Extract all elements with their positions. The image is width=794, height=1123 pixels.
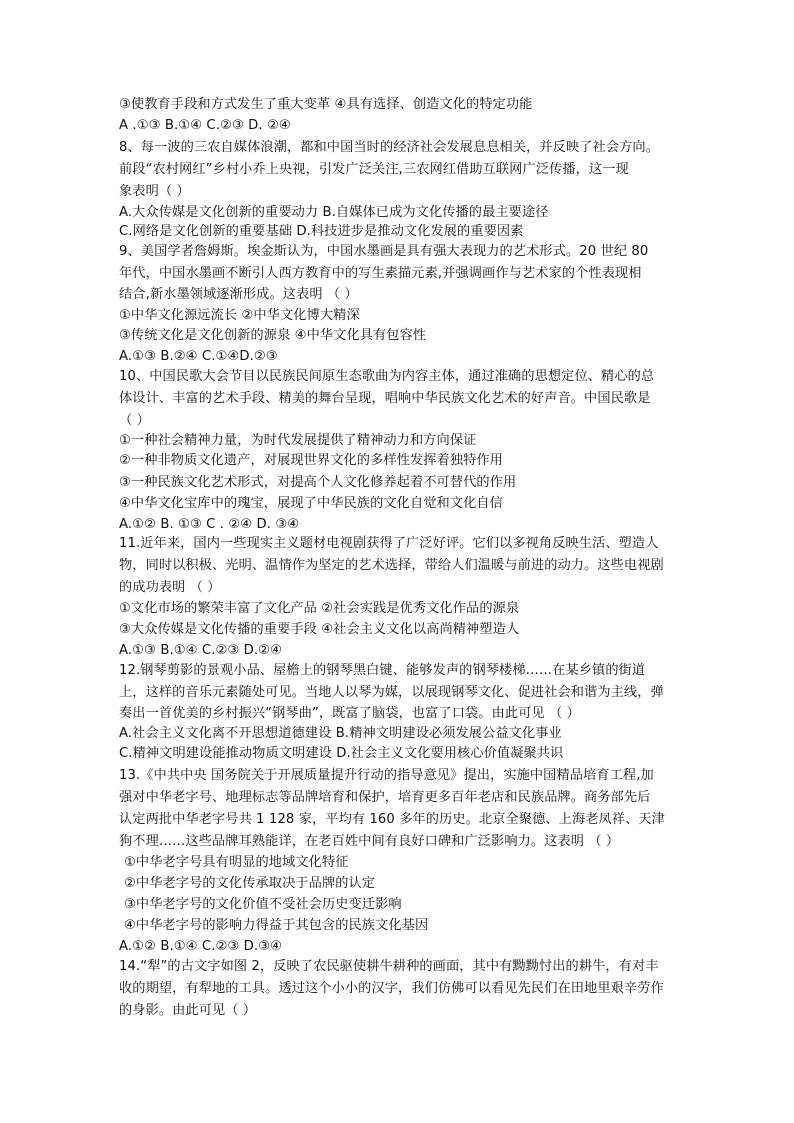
question-13-stem: 强对中华老字号、地理标志等品牌培育和保护，培育更多百年老店和民族品牌。商务部先后 <box>119 790 651 805</box>
question-11-stem: 的成功表明 （ ） <box>119 580 221 595</box>
question-8-stem: 8、每一波的三农自媒体浪潮，都和中国当时的经济社会发展息息相关，并反映了社会方向。 <box>119 140 659 155</box>
question-13-option: ②中华老字号的文化传承取决于品牌的认定 <box>124 876 376 891</box>
question-10-option: ①一种社会精神力量，为时代发展提供了精神动力和方向保证 <box>119 433 477 448</box>
question-12-stem: 上，这样的音乐元素随处可见。当地人以琴为媒，以展现钢琴文化、促进社会和谐为主线，弹 <box>119 685 664 700</box>
question-10-stem: 10、中国民歌大会节目以民族民间原生态歌曲为内容主体，通过准确的思想定位、精心的总 <box>119 369 655 384</box>
question-11-option: ①文化市场的繁荣丰富了文化产品 ②社会实践是优秀文化作品的源泉 <box>119 601 520 616</box>
question-8-stem: 象表明（ ） <box>119 184 190 199</box>
question-9-stem: 结合,新水墨领域逐渐形成。这表明 （ ） <box>119 287 358 302</box>
question-13-option: ③中华老字号的文化价值不受社会历史变迁影响 <box>124 897 402 912</box>
question-12-option: A.社会主义文化离不开思想道德建设 B.精神文明建设必须发展公益文化事业 <box>119 726 562 741</box>
question-8-option: C.网络是文化创新的重要基础 D.科技进步是推动文化发展的重要因素 <box>119 224 524 239</box>
question-12-option: C.精神文明建设能推动物质文明建设 D.社会主义文化要用核心价值凝聚共识 <box>119 746 564 761</box>
question-10-option: ②一种非物质文化遗产，对展现世界文化的多样性发挥着独特作用 <box>119 453 503 468</box>
question-11-stem: 物，同时以积极、光明、温情作为坚定的艺术选择，带给人们温暖与前进的动力。这些电视剧 <box>119 558 664 573</box>
question-10-option: ③一种民族文化艺术形式，对提高个人文化修养起着不可替代的作用 <box>119 475 517 490</box>
question-10-stem: （ ） <box>119 413 150 428</box>
question-14-stem: 收的期望，有犁地的工具。透过这个小小的汉字，我们仿佛可以看见先民们在田地里艰辛劳作 <box>119 981 664 996</box>
question-14-stem: 14.“犁”的古文字如图 2，反映了农民驱使耕牛耕种的画面，其中有黝黝忖出的耕牛，有对丰 <box>119 959 659 974</box>
question-13-stem: 狗不理……这些品牌耳熟能详，在老百姓中间有良好口碑和广泛影响力。这表明 （ ） <box>119 834 620 849</box>
question-13-option: ④中华老字号的影响力得益于其包含的民族文化基因 <box>124 918 429 933</box>
question-12-stem: 奏出一首优美的乡村振兴“钢琴曲”，既富了脑袋，也富了口袋。由此可见 （ ） <box>119 706 580 721</box>
question-14-stem: 的身影。由此可见（ ） <box>119 1003 257 1018</box>
answer-options: A.①③ B.①④ C.②③ D.②④ <box>119 643 283 658</box>
question-9-option: ①中华文化源远流长 ②中华文化博大精深 <box>119 308 360 323</box>
question-9-option: ③传统文化是文化创新的源泉 ④中华文化具有包容性 <box>119 328 427 343</box>
question-12-stem: 12.钢琴剪影的景观小品、屋檐上的钢琴黑白键、能够发声的钢琴楼梯……在某乡镇的街道 <box>119 663 646 678</box>
answer-options: A .①③ B.①④ C.②③ D. ②④ <box>119 118 291 133</box>
question-13-stem: 认定两批中华老字号共 1 128 家，平均有 160 多年的历史。北京全聚德、上海老凤祥、天津 <box>119 812 665 827</box>
question-11-option: ③大众传媒是文化传播的重要手段 ④社会主义文化以高尚精神塑造人 <box>119 622 520 637</box>
question-8-stem: 前段“农村网红”乡村小乔上央视，引发广泛关注,三农网红借助互联网广泛传播，这一现 <box>119 162 629 177</box>
question-13-stem: 13.《中共中央 国务院关于开展质量提升行动的指导意见》提出，实施中国精品培育工程,加 <box>119 768 654 783</box>
question-10-option: ④中华文化宝库中的瑰宝，展现了中华民族的文化自觉和文化自信 <box>119 496 503 511</box>
question-8-option: A.大众传媒是文化创新的重要动力 B.自媒体已成为文化传播的最主要途径 <box>119 205 549 220</box>
text-line: ③使教育手段和方式发生了重大变革 ④具有选择、创造文化的特定功能 <box>119 97 533 112</box>
question-9-stem: 年代，中国水墨画不断引人西方教育中的写生素描元素,并强调画作与艺术家的个性表现相 <box>119 266 642 281</box>
question-9-stem: 9、美国学者詹姆斯。埃金斯认为，中国水墨画是具有强大表现力的艺术形式。20 世纪 80 <box>119 244 649 259</box>
question-13-option: ①中华老字号具有明显的地域文化特征 <box>124 855 349 870</box>
answer-options: A.①② B. ①③ C . ②④ D. ③④ <box>119 517 300 532</box>
answer-options: A.①② B.①④ C.②③ D.③④ <box>119 939 283 954</box>
question-11-stem: 11.近年来，国内一些现实主义题材电视剧获得了广泛好评。它们以多视角反映生活、塑造人 <box>119 536 659 551</box>
question-10-stem: 体设计、丰富的艺术手段、精美的舞台呈现，唱响中华民族文化艺术的好声音。中国民歌是 <box>119 391 651 406</box>
answer-options: A.①③ B.②④ C.①④D.②③ <box>119 349 278 364</box>
